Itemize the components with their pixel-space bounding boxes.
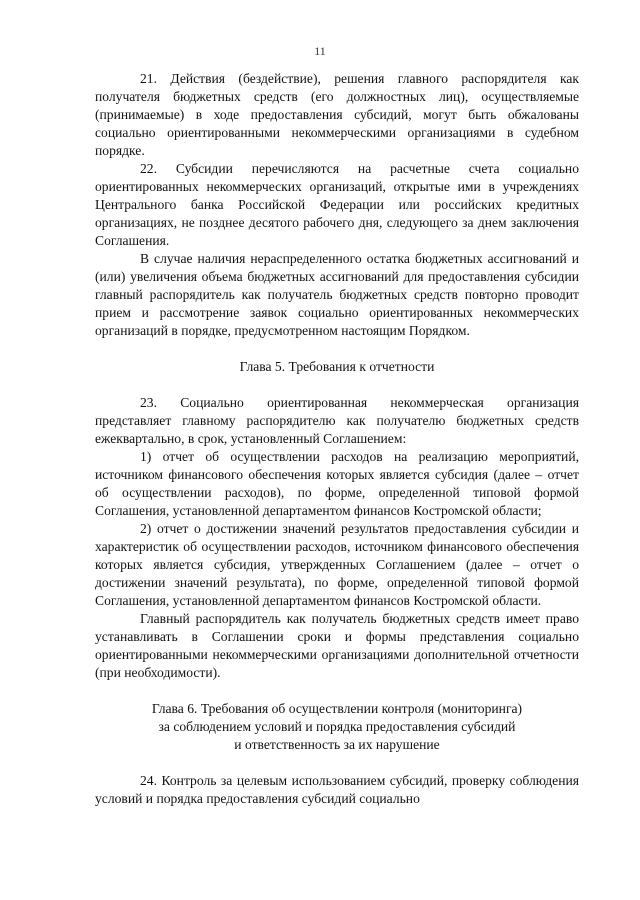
paragraph-23-item-1: 1) отчет об осуществлении расходов на реализацию мероприятий, источником финансового обеспечения которых является субсидия (далее – отчет об осуществлении расходов), по форме, определенной типовой формой Соглашения, установленной департаментом финансов Костромской области; — [95, 449, 579, 518]
chapter-6-heading-line-3: и ответственность за их нарушение — [234, 737, 440, 752]
paragraph-23: 23. Социально ориентированная некоммерческая организация представляет главному распорядителю как получателю бюджетных средств ежеквартально, в срок, установленный Соглашением: — [95, 395, 579, 446]
chapter-6-heading — [95, 700, 579, 754]
spacer — [95, 682, 579, 700]
chapter-5-heading: Глава 5. Требования к отчетности — [239, 359, 435, 374]
page-number: 11 — [314, 44, 326, 58]
paragraph-21: 21. Действия (бездействие), решения главного распорядителя как получателя бюджетных средств (его должностных лиц), осуществляемые (принимаемые) в ходе предоставления субсидий, могут быть обжалованы социально ориентированными некоммерческими организациями в судебном порядке. — [95, 71, 579, 158]
spacer — [95, 376, 579, 394]
paragraph-23-item-2: 2) отчет о достижении значений результатов предоставления субсидии и характеристик об осуществлении расходов, источником финансового обеспечения которых является субсидия, утвержденных Соглашением (далее – отчет о достижении значений результата), по форме, определенной типовой формой Соглашения, установленной департаментом финансов Костромской области. — [95, 521, 579, 608]
spacer — [95, 340, 579, 358]
chapter-6-heading-line-2: за соблюдением условий и порядка предоставления субсидий — [158, 719, 516, 734]
spacer — [95, 754, 579, 772]
paragraph-22-continuation: В случае наличия нераспределенного остатка бюджетных ассигнований и (или) увеличения объема бюджетных ассигнований для предоставления субсидии главный распорядитель как получатель бюджетных средств повторно проводит прием и рассмотрение заявок социально ориентированных некоммерческих организаций в порядке, предусмотренном настоящим Порядком. — [95, 251, 579, 338]
paragraph-22: 22. Субсидии перечисляются на расчетные счета социально ориентированных некоммерческих организаций, открытые ими в учреждениях Центрального банка Российской Федерации или российских кредитных организациях, не позднее десятого рабочего дня, следующего за днем заключения Соглашения. — [95, 161, 579, 248]
chapter-6-heading-line-1: Глава 6. Требования об осуществлении контроля (мониторинга) — [151, 701, 523, 716]
document-body — [95, 70, 579, 808]
paragraph-24: 24. Контроль за целевым использованием субсидий, проверку соблюдения условий и порядка предоставления субсидий социально — [95, 773, 579, 806]
paragraph-23-continuation: Главный распорядитель как получатель бюджетных средств имеет право устанавливать в Соглашении сроки и формы представления социально ориентированными некоммерческими организациями дополнительной отчетности (при необходимости). — [95, 611, 579, 680]
